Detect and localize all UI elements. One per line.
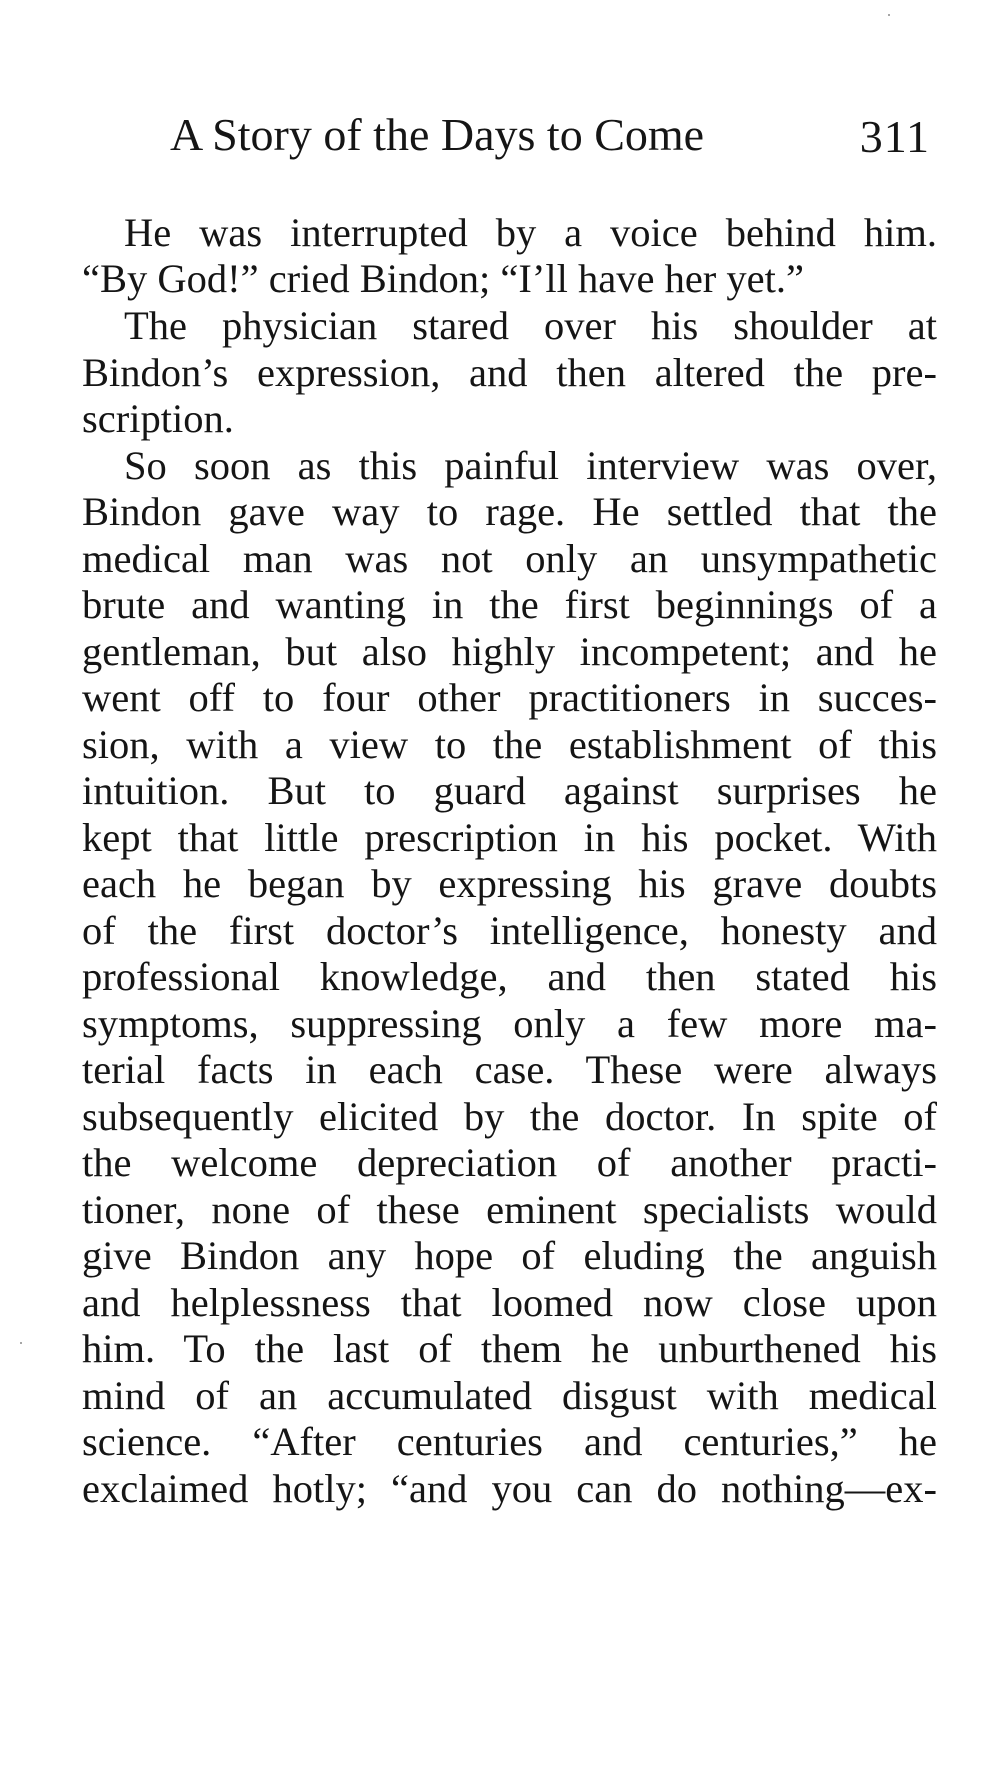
text-line: professional knowledge, and then stated his — [82, 954, 937, 999]
text-line: the welcome depreciation of another practi- — [82, 1140, 937, 1185]
text-line: gentleman, but also highly incompetent; and he — [82, 629, 937, 674]
text-line: each he began by expressing his grave doubts — [82, 861, 937, 906]
text-line: So soon as this painful interview was over, — [124, 443, 937, 488]
text-line: “By God!” cried Bindon; “I’ll have her yet.” — [82, 256, 804, 301]
text-line: sion, with a view to the establishment of this — [82, 722, 937, 767]
text-line: exclaimed hotly; “and you can do nothing—ex- — [82, 1466, 937, 1511]
text-line: subsequently elicited by the doctor. In spite of — [82, 1094, 937, 1139]
text-line: science. “After centuries and centuries,” he — [82, 1419, 937, 1464]
text-line: kept that little prescription in his pocket. With — [82, 815, 937, 860]
text-line: Bindon’s expression, and then altered the pre- — [82, 350, 937, 395]
running-title: A Story of the Days to Come — [170, 109, 705, 160]
text-line: symptoms, suppressing only a few more ma- — [82, 1001, 937, 1046]
text-line: medical man was not only an unsympathetic — [82, 536, 937, 581]
text-line: him. To the last of them he unburthened his — [82, 1326, 937, 1371]
text-line: Bindon gave way to rage. He settled that the — [82, 489, 937, 534]
text-line: intuition. But to guard against surprises he — [82, 768, 937, 813]
text-line: brute and wanting in the first beginnings of a — [82, 582, 937, 627]
running-head — [170, 102, 940, 168]
print-speck — [888, 14, 890, 16]
text-line: of the first doctor’s intelligence, honesty and — [82, 908, 937, 953]
text-line: He was interrupted by a voice behind him. — [124, 210, 937, 255]
text-line: went off to four other practitioners in succes- — [82, 675, 937, 720]
page-number: 311 — [859, 111, 930, 162]
text-line: scription. — [82, 396, 234, 441]
text-line: tioner, none of these eminent specialists would — [82, 1187, 937, 1232]
text-line: mind of an accumulated disgust with medical — [82, 1373, 937, 1418]
text-line: give Bindon any hope of eluding the anguish — [82, 1233, 937, 1278]
text-line: terial facts in each case. These were always — [82, 1047, 937, 1092]
text-line: The physician stared over his shoulder at — [124, 303, 937, 348]
text-line: and helplessness that loomed now close upon — [82, 1280, 937, 1325]
print-speck — [20, 1342, 22, 1344]
